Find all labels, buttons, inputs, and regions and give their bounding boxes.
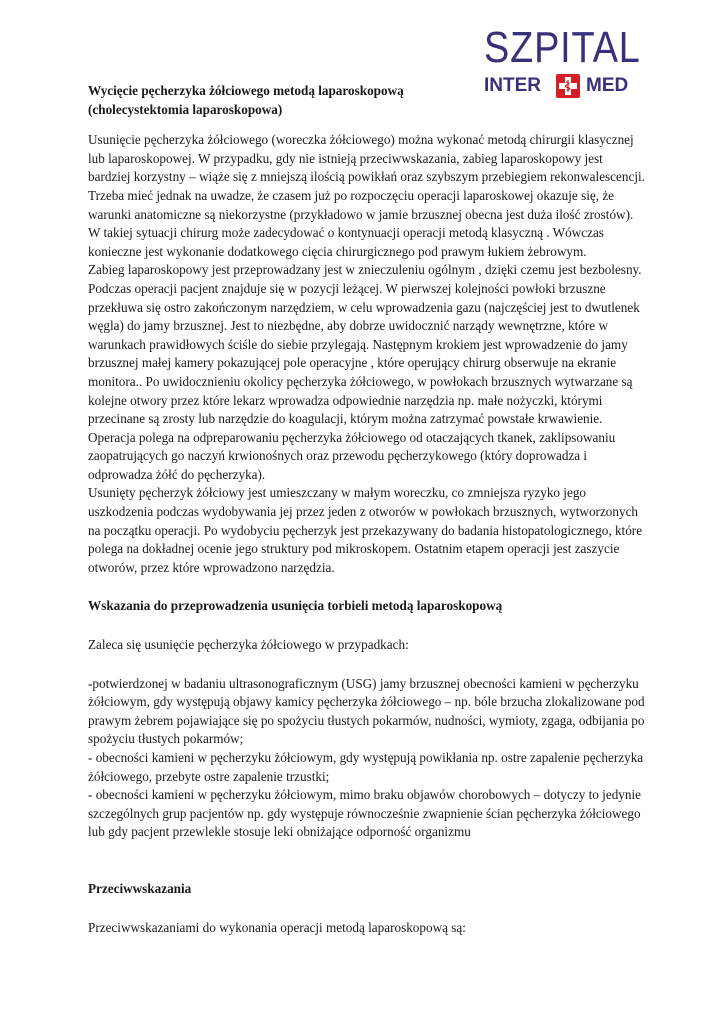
contraindications-heading: Przeciwwskazania bbox=[88, 880, 192, 896]
indication-item: -potwierdzonej w badaniu ultrasonograficznym (USG) jamy brzusznej obecności kamieni w pęcherzyku żółciowym, gdy występują objawy kamicy pęcherzyka żółciowego – np. bóle brzucha zlokalizowane pod prawym żebrem pojawiające się po spożyciu tłustych pokarmów, nudności, wymioty, zgaga, odbijania po spożyciu tłustych pokarmów; bbox=[88, 675, 645, 747]
logo-szpital-text: SZPITAL bbox=[484, 23, 641, 72]
indications-heading: Wskazania do przeprowadzenia usunięcia torbieli metodą laparoskopową bbox=[88, 598, 503, 614]
contraindications-lead: Przeciwwskazaniami do wykonania operacji metodą laparoskopową są: bbox=[88, 919, 466, 935]
page-title-line2: (cholecystektomia laparoskopowa) bbox=[88, 101, 283, 117]
intro-paragraph: Zabieg laparoskopowy jest przeprowadzany jest w znieczuleniu ogólnym , dzięki czemu jest bezbolesny. Podczas operacji pacjent znajduje się w pozycji leżącej. W pierwszej kolejności powłoki brzuszne przekłuwa się ostro zakończonym narzędziem, w celu wprowadzenia gazu (najczęściej jest to dwutlenek węgla) do jamy brzusznej. Jest to niezbędne, aby dobrze uwidocznić narządy wewnętrzne, które w warunkach prawidłowych ściśle do siebie przylegają. Następnym krokiem jest wprowadzenie do jamy brzusznej małej kamery pokazującej pole operacyjne , które operujący chirurg obserwuje na ekranie monitora.. Po uwidocznieniu okolicy pęcherzyka żółciowego, w powłokach brzusznych wytwarzane są kolejne otwory przez które lekarz wprowadza odpowiednie narzędzia np. małe nożyczki, którymi przecinane są zrosty lub narzędzie do koagulacji, którym można zatrzymać powstałe krwawienie. Operacja polega na odpreparowaniu pęcherzyka żółciowego od otaczających tkanek, zaklipsowaniu zaopatrujących go naczyń krwionośnych oraz przewodu pęcherzykowego (który doprowadza i odprowadza żółć do pęcherzyka). bbox=[88, 262, 642, 482]
indication-item: - obecności kamieni w pęcherzyku żółciowym, gdy występują powikłania np. ostre zapalenie pęcherzyka żółciowego, przebyte ostre zapalenie trzustki; bbox=[88, 750, 644, 784]
logo-med-text: MED bbox=[586, 75, 629, 96]
indications-lead: Zaleca się usunięcie pęcherzyka żółciowego w przypadkach: bbox=[88, 637, 409, 653]
logo-inter-text: INTER bbox=[484, 75, 541, 96]
document-body bbox=[88, 82, 648, 937]
indication-item: - obecności kamieni w pęcherzyku żółciowym, mimo braku objawów chorobowych – dotyczy to jedynie szczególnych grup pacjentów np. gdy występuje równocześnie zwapnienie ścian pęcherzyka żółciowego lub gdy pacjent przewlekle stosuje leki obniżające odporność organizmu bbox=[88, 787, 641, 840]
intro-paragraph: Usunięcie pęcherzyka żółciowego (woreczka żółciowego) można wykonać metodą chirurgii klasycznej lub laparoskopowej. W przypadku, gdy nie istnieją przeciwwskazania, zabieg laparoskopowy jest bardziej korzystny – wiąże się z mniejszą ilością powikłań oraz szybszym przebiegiem rekonwalescencji. Trzeba mieć jednak na uwadze, że czasem już po rozpoczęciu operacji laparoskowej okazuje się, że warunki anatomiczne są niekorzystne (przykładowo w jamie brzusznej obecna jest duża ilość zrostów). W takiej sytuacji chirurg może zadecydować o kontynuacji operacji metodą klasyczną . Wówczas konieczne jest wykonanie dodatkowego cięcia chirurgicznego pod prawym łukiem żebrowym. bbox=[88, 132, 645, 259]
page-title-line1: Wycięcie pęcherzyka żółciowego metodą laparoskopową bbox=[88, 83, 404, 98]
intro-paragraph: Usunięty pęcherzyk żółciowy jest umieszczany w małym woreczku, co zmniejsza ryzyko jego uszkodzenia podczas wydobywania jej przez jeden z otworów w powłokach brzusznych, wytworzonych na początku operacji. Po wydobyciu pęcherzyk jest przekazywany do badania histopatologicznego, które polega na dokładnej ocenie jego struktury pod mikroskopem. Ostatnim etapem operacji jest zaszycie otworów, przez które wprowadzono narzędzia. bbox=[88, 485, 643, 575]
